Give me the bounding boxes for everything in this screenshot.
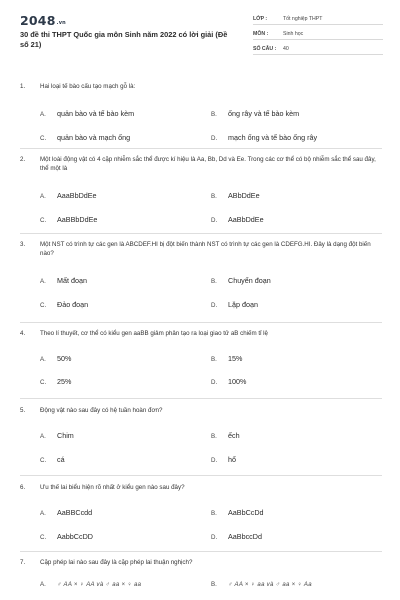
- meta-row-subject: [253, 27, 383, 40]
- option-text: AaBBCcdd: [57, 508, 93, 517]
- option-text: 25%: [57, 377, 72, 386]
- question-text: Động vật nào sau đây có hệ tuần hoàn đơn?: [40, 407, 163, 414]
- option-letter: B.: [211, 111, 217, 118]
- option-a[interactable]: [40, 581, 141, 588]
- question-3: [20, 240, 382, 309]
- option-letter: C.: [40, 217, 47, 224]
- option-letter: A.: [40, 433, 46, 440]
- option-text: quản bào và mạch ống: [57, 133, 131, 142]
- question-text: Hai loại tế bào cấu tạo mạch gỗ là:: [40, 83, 136, 90]
- option-b[interactable]: [211, 354, 242, 363]
- option-d[interactable]: [211, 300, 258, 309]
- question-number: 1.: [20, 83, 26, 90]
- option-text: 50%: [57, 354, 72, 363]
- option-c[interactable]: [40, 455, 65, 464]
- option-letter: B.: [211, 433, 217, 440]
- question-number: 3.: [20, 241, 26, 248]
- option-letter: B.: [211, 278, 217, 285]
- option-text: mạch ống và tế bào ống rây: [228, 133, 318, 142]
- question-1: [20, 82, 382, 142]
- option-d[interactable]: [211, 455, 236, 464]
- option-text: AaaBbDdEe: [57, 191, 97, 200]
- option-letter: B.: [211, 193, 217, 200]
- question-7: [20, 558, 382, 588]
- option-text: Lặp đoạn: [228, 300, 258, 309]
- option-letter: C.: [40, 302, 47, 309]
- option-c[interactable]: [40, 532, 93, 541]
- document-header: [0, 0, 400, 80]
- option-letter: A.: [40, 581, 46, 588]
- option-letter: C.: [40, 534, 47, 541]
- option-letter: A.: [40, 278, 46, 285]
- meta-row-class: [253, 12, 383, 25]
- option-letter: A.: [40, 356, 46, 363]
- meta-label: LỚP :: [253, 16, 268, 22]
- document-meta: [253, 12, 383, 57]
- option-b[interactable]: [211, 508, 264, 517]
- question-6: [20, 483, 382, 541]
- option-b[interactable]: [211, 276, 271, 285]
- question-divider: [20, 148, 382, 149]
- meta-value: 40: [283, 46, 289, 52]
- question-text: Một NST có trình tự các gen là ABCDEF.HI bị đột biến thành NST có trình tự các gen là CDEFG.HI. Đây là dạng đột biến nào?: [40, 241, 371, 257]
- option-letter: D.: [211, 379, 218, 386]
- meta-label: MÔN :: [253, 31, 269, 37]
- option-letter: B.: [211, 510, 217, 517]
- option-text: hổ: [228, 455, 236, 464]
- option-c[interactable]: [40, 215, 97, 224]
- option-text: ABbDdEe: [228, 191, 260, 200]
- option-text: ♂ AA × ♀ aa và ♂ aa × ♀ Aa: [228, 582, 312, 588]
- question-text: Một loài động vật có 4 cặp nhiễm sắc thể được kí hiệu là Aa, Bb, Dd và Ee. Trong các cơ thể có bộ nhiễm sắc thể sau đây, thể một là: [40, 156, 376, 172]
- option-letter: A.: [40, 510, 46, 517]
- question-number: 6.: [20, 484, 26, 491]
- question-2: [20, 155, 382, 224]
- option-letter: D.: [211, 534, 218, 541]
- option-d[interactable]: [211, 377, 246, 386]
- option-a[interactable]: [40, 354, 71, 363]
- option-b[interactable]: [211, 581, 312, 588]
- option-a[interactable]: [40, 431, 74, 440]
- question-divider: [20, 398, 382, 399]
- question-text: Cặp phép lai nào sau đây là cặp phép lai thuận nghịch?: [40, 559, 193, 566]
- meta-label: SỐ CÂU :: [253, 46, 277, 52]
- option-b[interactable]: [211, 431, 240, 440]
- option-c[interactable]: [40, 133, 130, 142]
- question-4: [20, 329, 382, 386]
- option-a[interactable]: [40, 508, 92, 517]
- option-text: 100%: [228, 377, 247, 386]
- question-text: Theo lí thuyết, cơ thể có kiểu gen aaBB giảm phân tạo ra loại giao tử aB chiếm tỉ lệ: [40, 330, 268, 337]
- option-text: ống rây và tế bào kèm: [228, 109, 300, 118]
- question-5: [20, 406, 382, 464]
- option-text: Đảo đoạn: [57, 300, 89, 309]
- option-text: 15%: [228, 354, 243, 363]
- option-text: AaBbDdEe: [228, 215, 264, 224]
- option-letter: B.: [211, 581, 217, 588]
- option-text: Chuyển đoạn: [228, 276, 271, 285]
- option-letter: B.: [211, 356, 217, 363]
- option-a[interactable]: [40, 276, 87, 285]
- option-text: AaBBbDdEe: [57, 215, 98, 224]
- option-letter: A.: [40, 111, 46, 118]
- logo-domain: .vn: [56, 20, 66, 26]
- question-divider: [20, 322, 382, 323]
- option-letter: D.: [211, 135, 218, 142]
- option-c[interactable]: [40, 377, 71, 386]
- document-title: 30 đề thi THPT Quốc gia môn Sinh năm 2022 có lời giải (Đề số 21): [20, 30, 228, 49]
- option-text: AaBbCcDd: [228, 508, 264, 517]
- question-divider: [20, 551, 382, 552]
- logo-number: 2048: [20, 13, 56, 28]
- option-text: Mất đoạn: [57, 276, 87, 285]
- option-text: AaBbccDd: [228, 532, 262, 541]
- question-divider: [20, 475, 382, 476]
- option-text: Chim: [57, 431, 74, 440]
- question-number: 7.: [20, 559, 26, 566]
- meta-value: Tốt nghiệp THPT: [283, 16, 323, 22]
- option-c[interactable]: [40, 300, 88, 309]
- question-number: 4.: [20, 330, 26, 337]
- option-letter: D.: [211, 457, 218, 464]
- site-logo[interactable]: [20, 13, 66, 28]
- question-divider: [20, 233, 382, 234]
- option-a[interactable]: [40, 109, 134, 118]
- question-number: 2.: [20, 156, 26, 163]
- option-text: cá: [57, 455, 65, 464]
- option-letter: D.: [211, 217, 218, 224]
- option-letter: C.: [40, 379, 47, 386]
- option-letter: C.: [40, 135, 47, 142]
- option-a[interactable]: [40, 191, 97, 200]
- option-text: ếch: [228, 431, 240, 440]
- meta-value: Sinh học: [283, 31, 304, 37]
- option-b[interactable]: [211, 109, 299, 118]
- question-number: 5.: [20, 407, 26, 414]
- option-letter: D.: [211, 302, 218, 309]
- meta-row-question-count: [253, 42, 383, 55]
- option-text: quản bào và tế bào kèm: [57, 109, 135, 118]
- option-text: ♂ AA × ♀ AA và ♂ aa × ♀ aa: [57, 582, 142, 588]
- option-d[interactable]: [211, 532, 262, 541]
- question-text: Ưu thế lai biểu hiện rõ nhất ở kiểu gen nào sau đây?: [40, 484, 185, 491]
- option-b[interactable]: [211, 191, 260, 200]
- option-letter: C.: [40, 457, 47, 464]
- option-d[interactable]: [211, 215, 264, 224]
- option-text: AabbCcDD: [57, 532, 93, 541]
- option-d[interactable]: [211, 133, 317, 142]
- option-letter: A.: [40, 193, 46, 200]
